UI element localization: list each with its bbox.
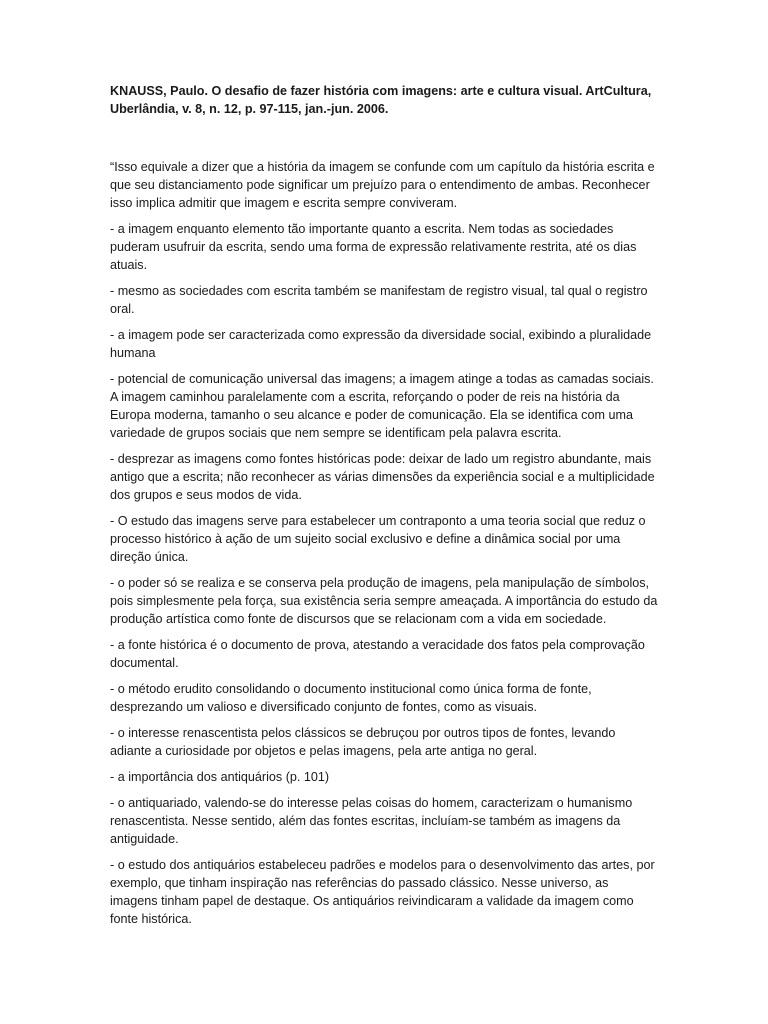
paragraph-note: - o poder só se realiza e se conserva pela produção de imagens, pela manipulação de símbolos, pois simplesmente pela força, sua existência seria sempre ameaçada. A importância do estudo da produção artística como fonte de discursos que se relacionam com a vida em sociedade. <box>110 576 658 626</box>
paragraph-note: - a imagem pode ser caracterizada como expressão da diversidade social, exibindo a pluralidade humana <box>110 328 652 360</box>
paragraph-note: - o método erudito consolidando o documento institucional como única forma de fonte, desprezando um valioso e diversificado conjunto de fontes, como as visuais. <box>110 682 592 714</box>
paragraph-note: - a imagem enquanto elemento tão importante quanto a escrita. Nem todas as sociedades puderam usufruir da escrita, sendo uma forma de expressão relativamente restrita, até os dias atuais. <box>110 222 637 272</box>
spacer <box>110 118 658 158</box>
paragraph-note: - o estudo dos antiquários estabeleceu padrões e modelos para o desenvolvimento das artes, por exemplo, que tinham inspiração nas referências do passado clássico. Nesse universo, as imagens tinham papel de destaque. Os antiquários reivindicaram a validade da imagem como fonte histórica. <box>110 858 655 926</box>
paragraph-note: - mesmo as sociedades com escrita também se manifestam de registro visual, tal qual o registro oral. <box>110 284 648 316</box>
paragraph-note: - a importância dos antiquários (p. 101) <box>110 770 330 784</box>
paragraph-note: - O estudo das imagens serve para estabelecer um contraponto a uma teoria social que reduz o processo histórico à ação de um sujeito social exclusivo e define a dinâmica social por uma direção única. <box>110 514 646 564</box>
paragraph-note: - o interesse renascentista pelos clássicos se debruçou por outros tipos de fontes, levando adiante a curiosidade por objetos e pelas imagens, pela arte antiga no geral. <box>110 726 616 758</box>
paragraph-note: - a fonte histórica é o documento de prova, atestando a veracidade dos fatos pela comprovação documental. <box>110 638 645 670</box>
paragraph-quote-intro: “Isso equivale a dizer que a história da imagem se confunde com um capítulo da história escrita e que seu distanciamento pode significar um prejuízo para o entendimento de ambas. Reconhecer isso implica admitir que imagem e escrita sempre conviveram. <box>110 160 655 210</box>
paragraph-note: - potencial de comunicação universal das imagens; a imagem atinge a todas as camadas sociais. A imagem caminhou paralelamente com a escrita, reforçando o poder de reis na história da Europa moderna, tamanho o seu alcance e poder de comunicação. Ela se identifica com uma variedade de grupos sociais que nem sempre se identificam pela palavra escrita. <box>110 372 654 440</box>
paragraph-note: - o antiquariado, valendo-se do interesse pelas coisas do homem, caracterizam o humanismo renascentista. Nesse sentido, além das fontes escritas, incluíam-se também as imagens da antiguidade. <box>110 796 633 846</box>
paragraph-note: - desprezar as imagens como fontes históricas pode: deixar de lado um registro abundante, mais antigo que a escrita; não reconhecer as várias dimensões da experiência social e a multiplicidade dos grupos e seus modos de vida. <box>110 452 655 502</box>
document-page <box>110 82 658 936</box>
bibliographic-citation: KNAUSS, Paulo. O desafio de fazer história com imagens: arte e cultura visual. ArtCultura, Uberlândia, v. 8, n. 12, p. 97-115, jan.-jun. 2006. <box>110 84 652 116</box>
